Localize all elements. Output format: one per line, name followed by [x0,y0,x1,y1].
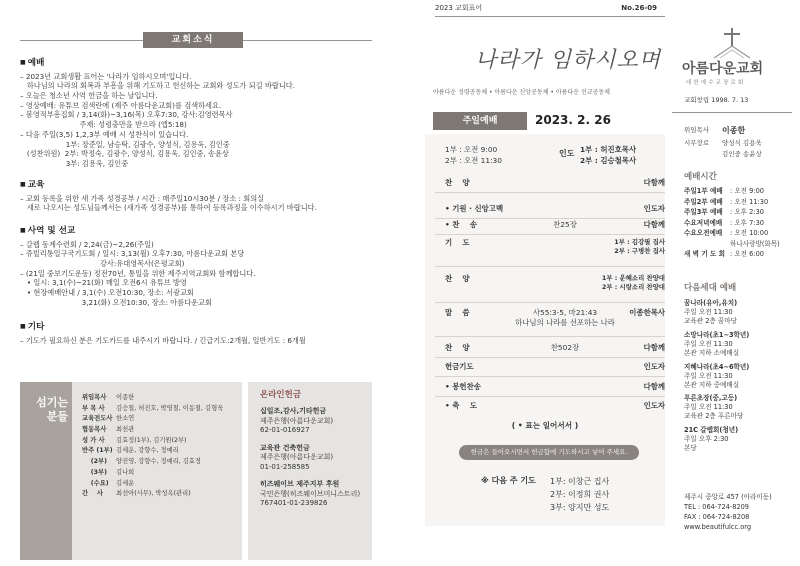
schedule-name: 주일2부 예배 [684,197,723,206]
order-divider [435,336,665,337]
staff-names: 최선아(사무), 박성옥(관리) [116,490,191,498]
order-person-line: 1부 : 운혜소리 찬양대 [601,274,665,282]
staff-role: (2부) [82,458,107,466]
order-person-line: 인도자 [643,362,665,371]
account-line: 01-01-258585 [260,462,310,471]
order-label: • 찬 송 [445,220,477,229]
account-name: 교육관 건축헌금 [260,443,310,452]
order-person-line: 다함께 [643,382,665,391]
section-heading: ■ 기타 [20,322,372,334]
news-line: – 쥬빌리통일구국기도회 / 일시: 3,13(월) 오후7:30, 아름다운교회 본당 [20,249,245,259]
order-person-line: 1부 : 김강필 집사 [614,238,665,246]
staff-names: 이종한 [116,394,135,401]
church-cross-icon [712,28,752,60]
news-line: – 오늘은 청소년 사역 헌금을 하는 날입니다. [20,91,158,101]
order-person [644,401,665,411]
order-divider [435,218,665,219]
order-person [629,308,665,318]
news-line: 강사:유대영목사(은평교회) [20,259,185,269]
issue-number: No.26-09 [621,4,657,12]
education-section [20,180,372,213]
account-line: 767401-01-239826 [260,498,328,507]
staff-row [82,394,232,403]
schedule-row [684,250,794,259]
news-line: – 기도가 필요하신 분은 기도카드를 내주시기 바랍니다. / 긴급기도:2개월, 일반기도 : 6개월 [20,335,306,345]
section-lines [20,194,372,213]
schedule-row [684,198,794,207]
order-box [425,134,665,526]
order-divider [435,266,665,267]
order-label: • 봉헌찬송 [445,382,481,391]
schedule-name: 주일1부 예배 [684,187,723,196]
schedule-time: : 오후 7:30 [730,218,764,227]
staff-names: 한소연 [116,415,135,423]
service-date: 2023. 2. 26 [535,113,611,127]
order-divider [435,192,665,193]
account-item [260,444,372,472]
worship-order-page [415,0,665,566]
order-divider [435,357,665,358]
worship-section [20,58,372,169]
order-person-line: 2부 : 시랑소리 찬양대 [601,282,665,291]
staff-row [82,426,232,435]
schedule-list [684,187,794,259]
order-person [644,382,665,392]
contact-line: www.beautifulcc.org [684,522,752,531]
staff-role: 교육전도사 [82,415,113,423]
order-detail-line: 사55:3-5, 마21:43 [532,308,598,317]
schedule-row [684,229,794,238]
order-label: 말 씀 [445,308,470,317]
kids-name: 꿈나라(유아,유치) [684,299,738,308]
order-detail-line: 하나님의 나라를 선포하는 나라 [515,317,615,327]
service-heading: 주일예배 [433,112,527,130]
schedule-time: : 오후 2:30 [730,208,764,217]
staff-role: 협동목사 [82,426,107,434]
staff-role: 성 가 사 [82,436,105,444]
schedule-row [684,219,794,228]
pastor-row [684,150,794,159]
staff-role: (3부) [82,468,107,476]
year-label: 2023 교회표어 [435,4,483,12]
kids-detail: 주일 오후 2:30 [684,435,729,444]
order-detail [495,220,635,230]
kids-detail: 주일 오전 11:30 [684,403,733,412]
schedule-time: : 오전 11:30 [730,197,769,206]
next-prayer-3: 3부: 양지만 성도 [550,502,610,512]
staff-row [82,469,232,478]
pastor-key: 시무장로 [684,138,710,147]
news-line: 3부: 김용욱, 김인중 [20,159,129,169]
staff-box [20,382,242,560]
kids-detail: 주일 오전 11:30 [684,308,733,317]
motto-sub: 아름다운 성령공동체 • 아름다운 신앙공동체 • 아름다운 선교공동체 [433,89,610,96]
top-line [435,4,665,13]
contact-info [684,493,772,533]
order-label: 헌금기도 [445,362,474,371]
church-info-column [672,0,792,566]
order-person-line: 다함께 [643,178,665,187]
church-name: 아름다운교회 [682,61,764,77]
pastor-list [684,126,794,160]
ministry-section [20,226,372,308]
presider-list [580,144,636,166]
order-divider [435,302,665,303]
order-person [644,178,665,188]
schedule-name: 새 벽 기 도 회 [684,250,726,259]
presider-1: 1부 : 허진호목사 [580,145,637,154]
account-name: 히즈웨이브 제주지부 후원 [260,480,340,489]
news-line: 1부: 장준일, 남승탁, 김광수, 양성식, 김용욱, 김인중 [20,139,230,149]
order-divider [435,396,665,397]
staff-row [82,458,232,467]
account-name: 십일조,감사,기타헌금 [260,407,327,416]
kids-detail: 주일 오전 11:30 [684,340,733,349]
staff-row [82,480,232,489]
kids-detail: 본당 [684,443,697,452]
next-prayer-label: ※ 다음 주 기도 [481,476,536,485]
church-denomination: 대한예수교장로회 [686,80,746,86]
staff-row [82,490,232,499]
news-line: – (21일 중보기도운동) 정전70년, 통일을 위한 제주지역교회와 함께합니다. [20,268,256,278]
schedule-time: : 오전 6:00 [730,250,764,259]
staff-names: 양진영, 강향수, 정예리, 김효정 [116,458,202,466]
order-label: 찬 양 [445,343,470,352]
kids-detail: 주일 오전 11:30 [684,371,733,380]
schedule-title: 예배시간 [684,172,717,182]
next-prayer-list [550,476,609,514]
staff-role: 반주 (1부) [82,447,113,455]
founded-date: 교회창립 1998. 7. 13 [684,96,749,104]
schedule-name: 수요오전예배 [684,229,723,238]
staff-row [82,437,232,446]
schedule-section [684,172,794,261]
news-line: – 봄영적부흥집회 / 3,14(화)~3,16(목) 오후7:30, 강사:김영련목사 [20,110,233,120]
account-line: 62-01-016927 [260,426,310,435]
pastor-row [684,126,794,137]
order-person-line: 다함께 [643,220,665,229]
section-lines [20,240,372,308]
order-detail-line: 찬25장 [553,220,577,229]
kids-name: 21C 갈렙회(청년) [684,426,739,435]
news-line: (성찬위원) 2부: 박정숙, 김광수, 양성식, 김용욱, 김인중, 송윤상 [20,149,229,159]
offering-note: 헌금은 들어오시면서 헌금함에 기도하시고 넣어 주세요. [459,445,639,460]
next-prayer-2: 2부: 이정희 권사 [550,489,610,499]
contact-line: 제주시 중앙로 457 (아라이동) [684,493,772,501]
order-person-line: 2부 : 구병찬 집사 [614,246,665,255]
right-rule [672,112,792,113]
pastor-value: 김인중 송윤상 [722,149,762,158]
section-lines [20,336,372,346]
order-person-line: 다함께 [643,343,665,352]
presider-2: 2부 : 김승철목사 [580,156,637,166]
order-label: 찬 양 [445,274,470,283]
order-detail [495,343,635,353]
account-item [260,480,372,508]
account-line: 제주은행(아름다운교회) [260,453,334,462]
section-heading: ■ 사역 및 선교 [20,226,372,238]
staff-row [82,405,232,414]
order-detail-line: 찬502장 [550,343,580,352]
presider-label: 인도 [559,149,575,158]
staff-names: 김나희 [116,468,135,476]
news-line: – 2023년 교회생활 표어는 '나라가 임하시오며'입니다. [20,71,192,81]
order-person [644,220,665,230]
online-offering-box [248,382,372,560]
church-news-title: 교회소식 [143,32,243,48]
order-person-line: 인도자 [643,204,665,213]
staff-names: 최천관 [116,426,135,434]
schedule-time: : 오전 9:00 [730,187,764,196]
schedule-name: 주일3부 예배 [684,208,723,217]
section-lines [20,72,372,169]
pastor-value: 양성식 김용욱 [722,138,762,147]
time-2: 2부 : 오전 11:30 [445,156,502,166]
kids-detail: 본관 지하 중예배실 [684,380,740,389]
kids-name: 지혜나라(초4~6학년) [684,362,750,371]
order-person [644,204,665,214]
contact-line: TEL : 064-724-8209 [684,502,749,511]
news-line: 주제: 성령충만을 받으라 (엡5:18) [20,120,187,130]
news-line: – 교회 등록을 위한 새 가족 성경공부 / 시간 : 매주일10시30분 / 장소 : 회의실 [20,193,265,203]
account-item [260,407,372,435]
kids-detail: 교육관 2층 푸른마당 [684,412,744,421]
order-divider [435,234,665,235]
staff-names: 김효정(1부), 김기원(2부) [116,436,187,444]
order-label: • 기원 · 신앙고백 [445,204,504,213]
account-line: 제주은행(아름다운교회) [260,416,334,425]
news-line: – 영상예배: 유튜브 검색란에 (제주 아름다운교회)를 검색하세요. [20,100,222,110]
staff-row [82,415,232,424]
top-rule [435,16,665,17]
order-divider [435,376,665,377]
schedule-row [684,240,794,249]
kids-name: 소망나라(초1~3학년) [684,331,750,340]
kids-detail: 본관 지하 소예배실 [684,348,740,357]
motto-script: 나라가 임하시오며 [475,48,662,73]
etc-section [20,322,372,345]
order-label: 기 도 [445,238,470,247]
account-list [248,407,372,508]
staff-title: 섬기는 분들 [36,396,68,424]
service-times [445,144,502,166]
news-line: 하나님의 나라의 회복과 부흥을 위해 기도하고 헌신하는 교회와 성도가 되길 바랍니다. [20,81,295,91]
order-label: • 축 도 [445,401,477,410]
staff-names: 김승철, 허진호, 박영철, 이동철, 김형욱 [116,404,224,412]
schedule-row [684,208,794,217]
pastor-row [684,139,794,148]
pastor-value: 이종한 [722,126,746,135]
section-heading: ■ 예배 [20,58,372,70]
online-offering-title: 온라인헌금 [260,390,302,400]
section-heading: ■ 교육 [20,180,372,192]
order-person [602,274,665,291]
order-person [614,238,665,255]
news-line: 새로 나오시는 성도님들께서는 (새가족 성경공부)를 통하여 등록과정을 이수하시기 바랍니다. [20,203,317,213]
news-line: – 갈렙 동계수련회 / 2,24(금)~2,26(주일) [20,239,154,249]
staff-names: 김세운 [116,479,135,487]
order-person [644,362,665,372]
order-person-line: 이종한목사 [629,308,665,317]
contact-line: FAX : 064-724-8208 [684,512,750,521]
schedule-row [684,187,794,196]
kids-name: 푸른초장(중,고등) [684,394,738,403]
staff-names: 김세운, 강향수, 정예리 [116,447,179,455]
stand-note: ( • 표는 일어서서 ) [511,421,579,430]
order-person [644,343,665,353]
order-label: 찬 양 [445,178,470,187]
order-detail [495,308,635,328]
schedule-time: : 오전 10:00 [730,229,769,238]
news-line: – 다음 주일(3,5) 1,2,3부 예배 시 성찬식이 있습니다. [20,129,189,139]
news-line: 3,21(화) 오전10:30, 장소: 아름다운교회 [20,297,212,307]
kids-list [684,299,794,452]
staff-role: 위임목사 [82,394,107,401]
church-news-page [20,0,372,566]
schedule-name: 수요저녁예배 [684,218,723,227]
kids-detail: 교육관 2층 꿈마당 [684,317,737,326]
news-line: • 현장예배안내 / 3,1(수) 오전10:30, 장소: 서광교회 [20,288,194,298]
next-prayer-1: 1부: 이창근 집사 [550,477,610,486]
staff-row [82,447,232,456]
staff-role: 부 목 사 [82,404,105,412]
news-line: • 일시: 3,1(수)~21(화) 매일 오전6시 유튜브 방영 [20,278,187,288]
pastor-key [684,150,722,159]
order-person-line: 인도자 [643,401,665,410]
time-1: 1부 : 오전 9:00 [445,145,498,154]
schedule-time: 하나사랑방(화목) [730,239,780,248]
kids-title: 다음세대 예배 [684,283,737,293]
kids-section [684,283,794,453]
pastor-key: 위임목사 [684,126,710,134]
staff-list [82,394,232,501]
account-line: 국민은행(히즈웨이브미니스트리) [260,489,361,498]
staff-role: 간 사 [82,490,103,498]
staff-role: (수요) [82,479,109,487]
